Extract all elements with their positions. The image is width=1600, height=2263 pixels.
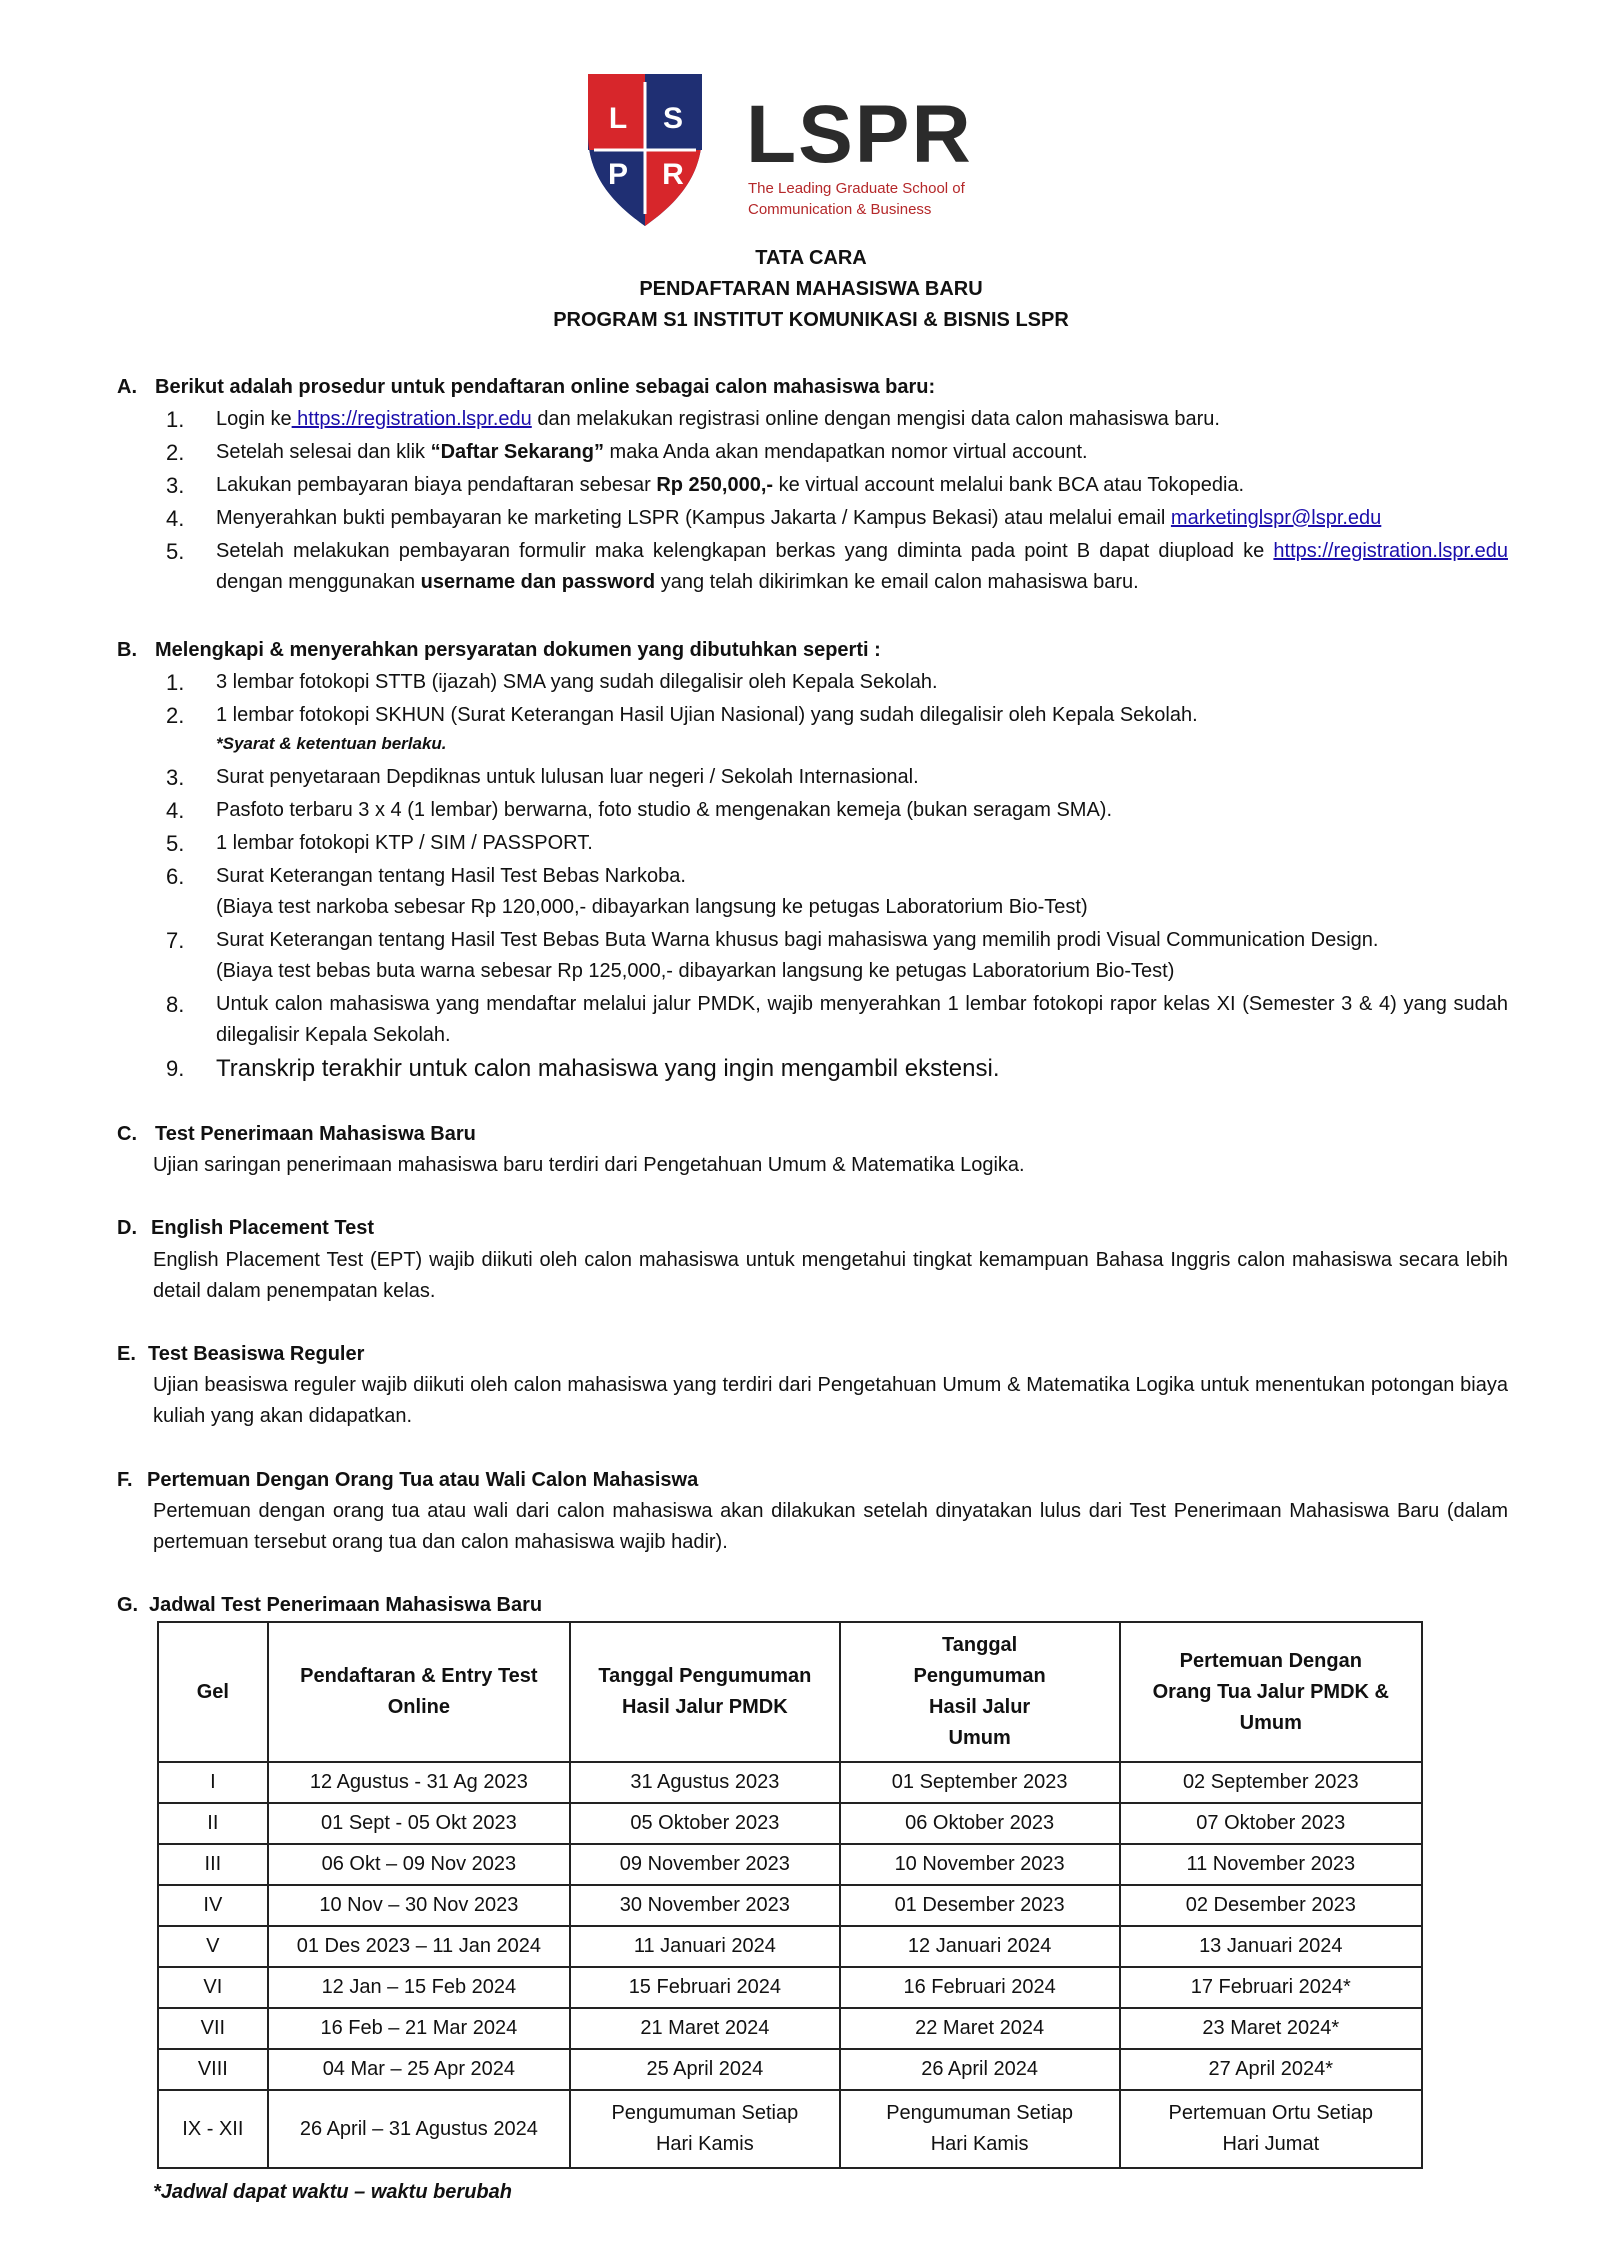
table-row: I 12 Agustus - 31 Ag 2023 31 Agustus 2023 01 September 2023 02 September 2023 xyxy=(158,1762,1422,1803)
section-d-body: English Placement Test (EPT) wajib diikuti oleh calon mahasiswa untuk mengetahui tingkat kemampuan Bahasa Inggris calon mahasiswa secara lebih detail dalam penempatan kelas. xyxy=(153,1249,1508,1302)
table-row: VI 12 Jan – 15 Feb 2024 15 Februari 2024 16 Februari 2024 17 Februari 2024* xyxy=(158,1967,1422,2008)
column-header: Tanggal Pengumuman Hasil Jalur Umum xyxy=(840,1622,1120,1762)
schedule-footnote: *Jadwal dapat waktu – waktu berubah xyxy=(153,2181,512,2203)
list-item: 3. Surat penyetaraan Depdiknas untuk lulusan luar negeri / Sekolah Internasional. xyxy=(166,765,919,790)
section-d-heading: D. English Placement Test xyxy=(117,1217,375,1239)
column-header: Tanggal Pengumuman Hasil Jalur PMDK xyxy=(570,1622,840,1762)
table-header-row xyxy=(158,1622,1422,1762)
column-header: Pendaftaran & Entry Test Online xyxy=(268,1622,570,1762)
registration-link[interactable]: https://registration.lspr.edu xyxy=(291,408,532,430)
table-row: IX - XII 26 April – 31 Agustus 2024 Pengumuman Setiap Hari Kamis Pengumuman Setiap Hari Kamis Pertemuan Ortu Setiap Hari Jumat xyxy=(158,2090,1422,2168)
brand-name: LSPR xyxy=(746,89,973,180)
shield-letter-l: L xyxy=(608,102,628,135)
title-line-1: TATA CARA xyxy=(755,247,867,269)
terms-note: *Syarat & ketentuan berlaku. xyxy=(216,734,447,753)
page-title xyxy=(0,243,1600,336)
section-b-heading: B. Melengkapi & menyerahkan persyaratan dokumen yang dibutuhkan seperti : xyxy=(117,639,881,661)
registration-link-2[interactable]: https://registration.lspr.edu xyxy=(1273,540,1508,562)
shield-letter-s: S xyxy=(662,102,684,135)
section-e-body: Ujian beasiswa reguler wajib diikuti oleh calon mahasiswa yang terdiri dari Pengetahuan Umum & Matematika Logika untuk menentukan potongan biaya kuliah yang akan didapatkan. xyxy=(153,1374,1508,1427)
shield-icon xyxy=(588,74,702,226)
section-f-body: Pertemuan dengan orang tua atau wali dari calon mahasiswa akan dilakukan setelah dinyatakan lulus dari Test Penerimaan Mahasiswa Baru (dalam pertemuan tersebut orang tua dan calon mahasiswa wajib hadir). xyxy=(153,1500,1508,1553)
list-item: 7. Surat Keterangan tentang Hasil Test Bebas Buta Warna khusus bagi mahasiswa yang memilih prodi Visual Communication Design. (Biaya test bebas buta warna sebesar Rp 125,000,- dibayarkan langsung ke petugas Laboratorium Bio-Test) xyxy=(166,928,1379,982)
brand-tagline: The Leading Graduate School of Communication & Business xyxy=(748,180,965,218)
list-item: 1. 3 lembar fotokopi STTB (ijazah) SMA yang sudah dilegalisir oleh Kepala Sekolah. xyxy=(166,670,938,695)
section-c-heading: C. Test Penerimaan Mahasiswa Baru xyxy=(117,1123,476,1145)
list-item: 5. 1 lembar fotokopi KTP / SIM / PASSPORT. xyxy=(166,831,593,856)
list-item: 8. Untuk calon mahasiswa yang mendaftar melalui jalur PMDK, wajib menyerahkan 1 lembar fotokopi rapor kelas XI (Semester 3 & 4) yang sudah dilegalisir Kepala Sekolah. xyxy=(166,992,1508,1046)
title-line-2: PENDAFTARAN MAHASISWA BARU xyxy=(639,278,983,300)
list-item: 9. Transkrip terakhir untuk calon mahasiswa yang ingin mengambil ekstensi. xyxy=(166,1055,1000,1082)
list-item: 2. 1 lembar fotokopi SKHUN (Surat Keterangan Hasil Ujian Nasional) yang sudah dilegalisir oleh Kepala Sekolah. *Syarat & ketentuan berlaku. xyxy=(166,700,1508,757)
table-row: VIII 04 Mar – 25 Apr 2024 25 April 2024 26 April 2024 27 April 2024* xyxy=(158,2049,1422,2090)
list-item: 2. Setelah selesai dan klik “Daftar Sekarang” maka Anda akan mendapatkan nomor virtual account. xyxy=(166,440,1088,465)
lspr-logo xyxy=(588,74,988,234)
section-a-heading: A. Berikut adalah prosedur untuk pendaftaran online sebagai calon mahasiswa baru: xyxy=(117,376,936,398)
shield-letter-r: R xyxy=(662,158,684,191)
column-header: Gel xyxy=(158,1622,268,1762)
table-row: III 06 Okt – 09 Nov 2023 09 November 2023 10 November 2023 11 November 2023 xyxy=(158,1844,1422,1885)
section-e-heading: E. Test Beasiswa Reguler xyxy=(117,1343,365,1365)
section-f-heading: F. Pertemuan Dengan Orang Tua atau Wali Calon Mahasiswa xyxy=(117,1469,699,1491)
table-row: IV 10 Nov – 30 Nov 2023 30 November 2023 01 Desember 2023 02 Desember 2023 xyxy=(158,1885,1422,1926)
section-c-body: Ujian saringan penerimaan mahasiswa baru terdiri dari Pengetahuan Umum & Matematika Logika. xyxy=(153,1154,1025,1176)
table-row: II 01 Sept - 05 Okt 2023 05 Oktober 2023 06 Oktober 2023 07 Oktober 2023 xyxy=(158,1803,1422,1844)
shield-letter-p: P xyxy=(607,158,629,191)
list-item: 5. Setelah melakukan pembayaran formulir maka kelengkapan berkas yang diminta pada point B dapat diupload ke https://registration.lspr.edu dengan menggunakan username dan password yang telah dikirimkan ke email calon mahasiswa baru. xyxy=(166,539,1508,593)
list-item: 4. Menyerahkan bukti pembayaran ke marketing LSPR (Kampus Jakarta / Kampus Bekasi) atau melalui email marketinglspr@lspr.edu xyxy=(166,506,1382,531)
list-item: 6. Surat Keterangan tentang Hasil Test Bebas Narkoba. (Biaya test narkoba sebesar Rp 120,000,- dibayarkan langsung ke petugas Laboratorium Bio-Test) xyxy=(166,864,1088,918)
table-row: VII 16 Feb – 21 Mar 2024 21 Maret 2024 22 Maret 2024 23 Maret 2024* xyxy=(158,2008,1422,2049)
column-header: Pertemuan Dengan Orang Tua Jalur PMDK & Umum xyxy=(1120,1622,1422,1762)
schedule-table xyxy=(157,1621,1423,2169)
list-item: 3. Lakukan pembayaran biaya pendaftaran sebesar Rp 250,000,- ke virtual account melalui bank BCA atau Tokopedia. xyxy=(166,473,1245,498)
title-line-3: PROGRAM S1 INSTITUT KOMUNIKASI & BISNIS LSPR xyxy=(553,309,1069,331)
email-link[interactable]: marketinglspr@lspr.edu xyxy=(1170,507,1382,529)
list-item: 1. Login ke https://registration.lspr.edu dan melakukan registrasi online dengan mengisi data calon mahasiswa baru. xyxy=(166,407,1220,432)
table-row: V 01 Des 2023 – 11 Jan 2024 11 Januari 2024 12 Januari 2024 13 Januari 2024 xyxy=(158,1926,1422,1967)
list-item: 4. Pasfoto terbaru 3 x 4 (1 lembar) berwarna, foto studio & mengenakan kemeja (bukan seragam SMA). xyxy=(166,798,1113,823)
section-g-heading: G. Jadwal Test Penerimaan Mahasiswa Baru xyxy=(117,1594,543,1616)
